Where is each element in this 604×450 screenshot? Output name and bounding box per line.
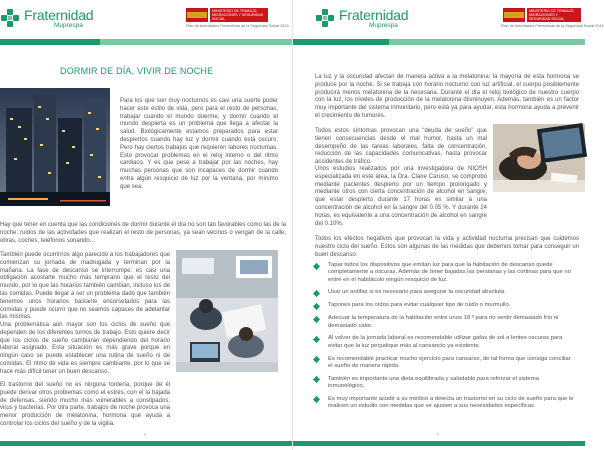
header-bar-light bbox=[389, 39, 585, 45]
paragraph-sleep-debt: Todos estos síntomas provocan una “deuda de sueño” que tienen consecuencias desde el mal humor, hasta un mal desempeño de las tareas laborales, falta de concentración, reducción de las capacidades comunicativas, hasta provocar accidentes de tráfico. bbox=[315, 128, 487, 166]
spain-flag-icon bbox=[186, 8, 208, 22]
ministry-label: MINISTERIO DE TRABAJO, MIGRACIONES Y SEGURIDAD SOCIAL bbox=[527, 8, 581, 22]
header-bar-dark bbox=[293, 39, 389, 45]
bullet-icon bbox=[313, 376, 320, 383]
bullet-icon bbox=[313, 356, 320, 363]
left-page bbox=[0, 0, 292, 450]
tired-worker-photo bbox=[493, 124, 585, 192]
page-marker: • bbox=[437, 432, 439, 438]
fraternidad-logo-icon bbox=[315, 8, 335, 28]
office-workers-photo bbox=[176, 250, 278, 372]
night-city-image bbox=[0, 88, 110, 206]
list-item: También es importante una dieta equilibrada y saludable para reforzar el sistema inmunológico. bbox=[313, 376, 575, 391]
fraternidad-logo bbox=[315, 8, 408, 30]
bullet-icon bbox=[313, 262, 320, 269]
paragraph-shift-cycles: Una problemática aún mayor son los ciclos de sueño que dependen de los diferentes turnos de trabajo. Esto quiere decir que los ciclos de sueño cambiarán dependiendo del horario laboral asignado. Esta situación es más grave porque en ningún caso se puede establecer una rutina de sueño ni de comidas. El ritmo de vida es siempre cambiante, por lo que se hace más difícil tener un buen descanso. bbox=[0, 322, 170, 375]
paragraph-melatonin: La luz y la oscuridad afectan de manera activa a la melatonina: la mayoría de esta hormona se produce por la noche. Si se trabaja con horario nocturno con luz artificial, el cuerpo posiblemente producirá menos melatonina de la necesaria. Durante el día el reloj biológico de nuestro cuerpo con la luz, los niveles de producción de la melatonina disminuyen. Además, también es un factor muy importante del sistema inmunitario, pero está ya para ayudar, esta hormona ayuda a prevenir el crecimiento de tumores. bbox=[315, 74, 579, 119]
government-logo bbox=[186, 8, 289, 30]
list-item: Usar un antifaz si es necesario para asegurar la oscuridad absoluta. bbox=[313, 289, 575, 297]
brand-subtitle: Muprespa bbox=[54, 22, 83, 29]
header-bar-dark bbox=[0, 39, 100, 45]
page-title: DORMIR DE DÍA, VIVIR DE NOCHE bbox=[60, 66, 214, 76]
brand-name: Fraternidad bbox=[24, 7, 94, 23]
page-header bbox=[293, 0, 604, 38]
plan-label: Plan de Actividades Preventivas de la Seguridad Social 2019 bbox=[501, 24, 604, 28]
footer-bar bbox=[0, 441, 292, 446]
intro-paragraph: Para los que son muy nocturnos es casi una suerte poder hacer este estilo de vida, pero para el resto de personas, trabajar cuando el mundo duerme, y dormir cuando el mundo despierta es un problema que llega a afectar la salud. Biológicamente estamos preparados para estar despiertos cuando hay luz y dormir cuando está oscuro. Pero hay ciertos trabajos que requieren labores nocturnas. Esto provocar problemas en el reloj interno o del ritmo cardiaco. Y es que pese a trabajar por las noches, hay muchas personas que son incapaces de dormir cuando entra algún resquicio de luz por la ventana, por mínimo que sea. bbox=[120, 98, 278, 190]
footer-bar bbox=[293, 441, 585, 446]
night-city-photo bbox=[0, 88, 110, 206]
fraternidad-logo bbox=[0, 8, 93, 30]
list-item: Tapar todos los dispositivos que emitan luz para que la habitación de descanso quede completamente a oscuras. Además de tener bajadas las persianas y las cortinas para que no entre en el habitáculo ningún resquicio de luz. bbox=[313, 262, 575, 284]
right-page bbox=[293, 0, 604, 450]
office-workers-image bbox=[176, 250, 278, 372]
government-logo bbox=[501, 8, 604, 30]
spain-flag-icon bbox=[503, 8, 525, 22]
tired-worker-image bbox=[493, 124, 585, 192]
plan-label: Plan de Actividades Preventivas de la Seguridad Social 2019 bbox=[186, 24, 289, 28]
paragraph-measures-intro: Todos los efectos negativos que provocan la vida y actividad nocturna precisan que cuidemos nuestro ciclo del sueño. Estos son algunas de las medidas que debemos tomar para conseguir un buen descanso: bbox=[315, 236, 579, 258]
header-bar-light bbox=[100, 39, 292, 45]
paragraph-niosh-study: Unos estudios realizados por una investigadora de NIOSH especializada en este área, la Dra. Claire Caruso, se comprobó mediante pacientes despierto por un tiempo prolongado y mediante otros con cierta concentración de alcohol en sangre, que estar despierto durante 17 horas es similar a una concentración de alcohol en la sangre del 0.05 %. Y durante 24 horas, es equivalente a una concentración de alcohol en sangre del 0.10%. bbox=[315, 166, 487, 227]
list-item: Al volver de la jornada laboral es recomendable utilizar gafas de sol a lentes oscuras para evitar que la luz perjudique más al cansancio ya existente. bbox=[313, 335, 575, 350]
page-marker: • bbox=[144, 432, 146, 438]
ministry-label: MINISTERIO DE TRABAJO, MIGRACIONES Y SEGURIDAD SOCIAL bbox=[210, 8, 268, 22]
list-item: Es muy importante acudir a su médico a detecta un trastorno en su ciclo de sueño para que le realicen un estudio con medidas que se ajusten a sus necesidades específicas. bbox=[313, 396, 575, 411]
bullet-icon bbox=[313, 303, 320, 310]
page-header bbox=[0, 0, 292, 38]
list-item: Adecuar la temperatura de la habitación entre unos 18 º para no sentir demasiado frío ni demasiado calor. bbox=[313, 315, 575, 330]
brand-name: Fraternidad bbox=[339, 7, 409, 23]
paragraph-conditions: Hay que tener en cuenta que las condiciones de dormir durante el día no son tan favorables como las de la noche: ruidos de las actividades que realizan el resto de personas, ya sean vecinos o vengan de la calle, obras, coches, teléfonos sonando… bbox=[0, 222, 286, 244]
list-item: Tapones para los oídos para evitar cualquier tipo de ruido o murmullo. bbox=[313, 302, 575, 310]
bullet-icon bbox=[313, 290, 320, 297]
bullet-icon bbox=[313, 336, 320, 343]
bullet-icon bbox=[313, 396, 320, 403]
paragraph-early-shift: También puede ocurrirnos algo parecido a los trabajadores que comienzan su jornada de madrugada y terminan por la mañana. La fase de descanso se interrumpe: es casi una obligación acostarte mucho más temprano que el resto del mundo, por lo que las horarios también cambian, incluso los de las comidas. Puede llegar a ser un problema dado que también tenemos unos horarios bastante encorsetados para las comidas y puede ocurrir que no seamos capaces de adelantar las mismas. bbox=[0, 252, 170, 321]
recommendations-list bbox=[313, 262, 575, 416]
brand-subtitle: Muprespa bbox=[369, 22, 398, 29]
fraternidad-logo-icon bbox=[0, 8, 20, 28]
bullet-icon bbox=[313, 316, 320, 323]
paragraph-sleep-disorder: El trastorno del sueño no es ninguna tontería, porque de él puede derivar otros problemas como el estrés, con el la bajada de defensas, siendo mucho más vulnerables a constipados, virus y bacterias. Por otra parte, trabajos de noche provoca una menor producción de melatonina, hormona que ayuda a controlar los ciclos del sueño y de la vigilia. bbox=[0, 382, 170, 427]
list-item: Es recomendable practicar mucho ejercicio para cansarse, de tal forma que consiga conciliar el sueño de manera rápida. bbox=[313, 356, 575, 371]
